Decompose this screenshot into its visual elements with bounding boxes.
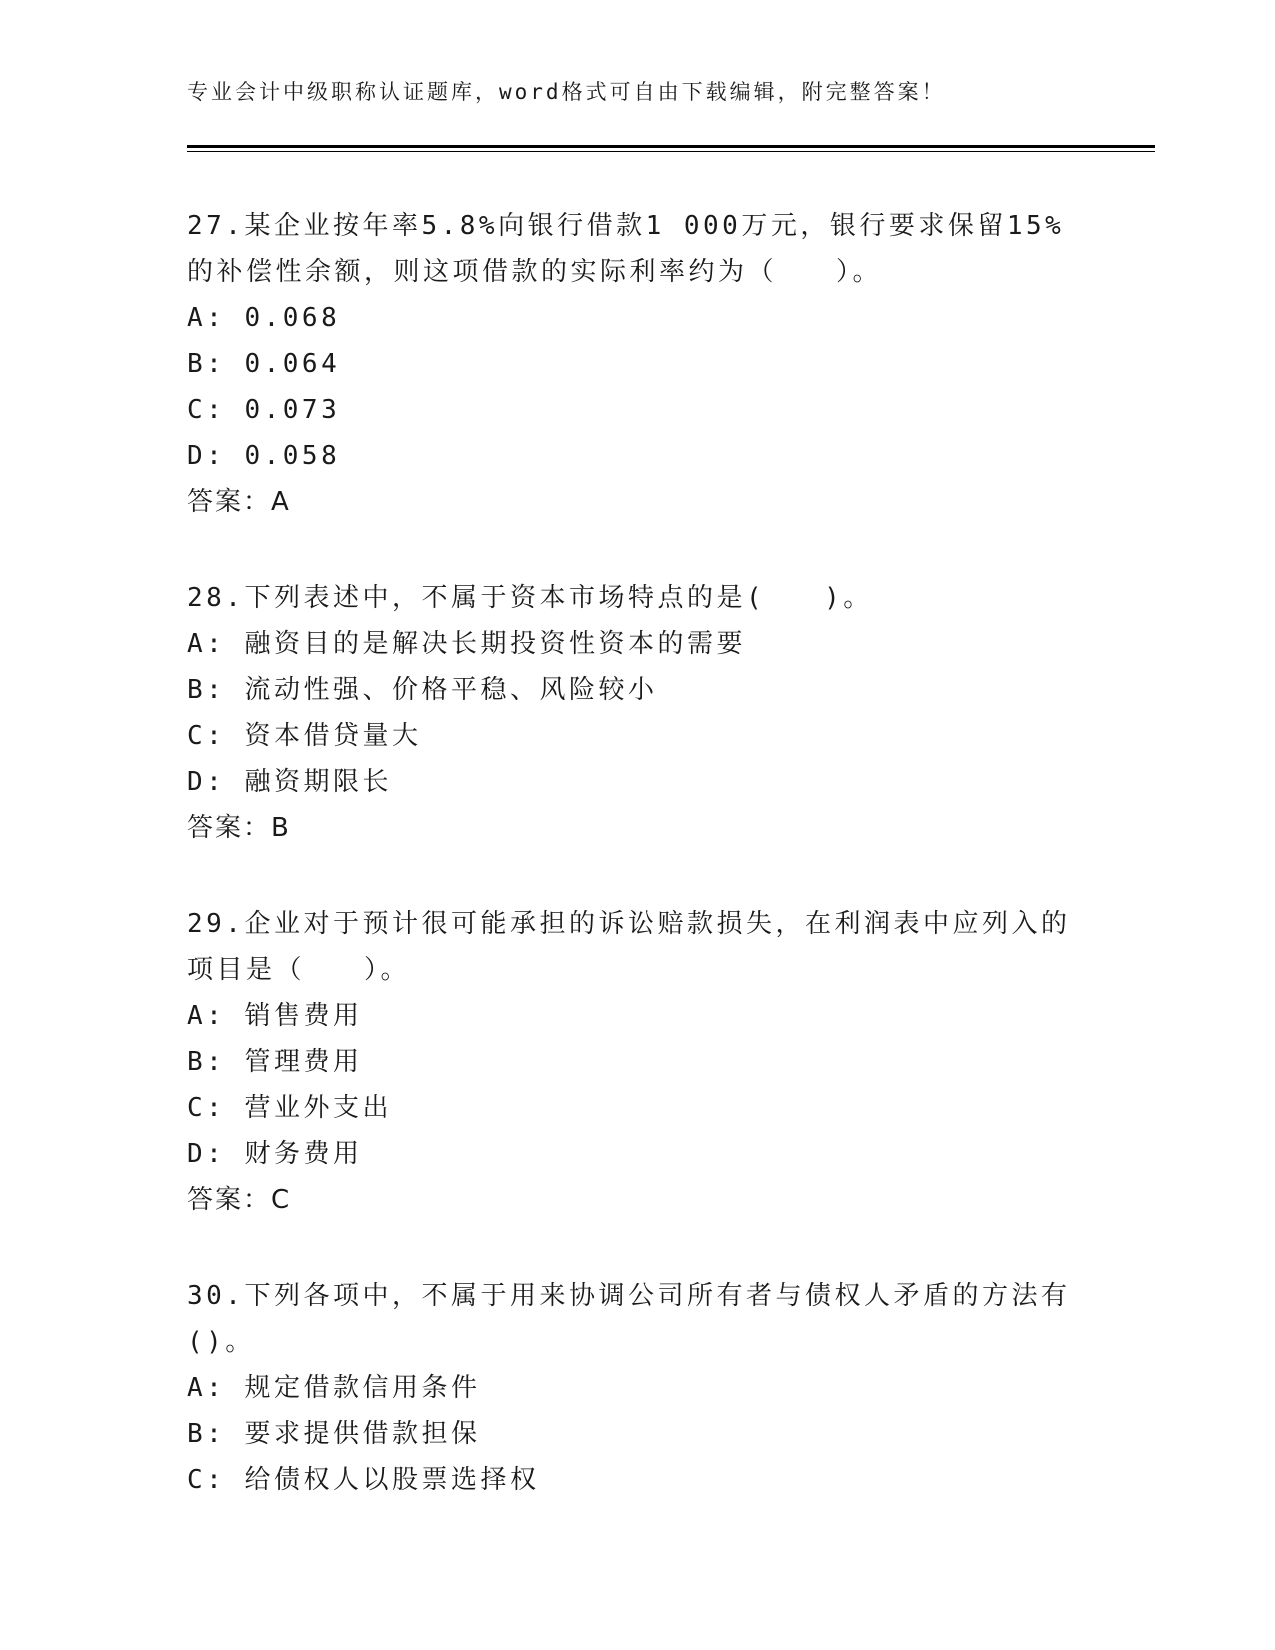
option-d: D: 融资期限长 [187, 767, 392, 797]
question-29 [187, 901, 1087, 1223]
question-stem: 28.下列表述中，不属于资本市场特点的是( )。 [187, 583, 873, 613]
answer: 答案：C [187, 1185, 292, 1215]
option-b: B: 要求提供借款担保 [187, 1419, 481, 1449]
option-d: D: 0.058 [187, 441, 341, 471]
question-stem: 29.企业对于预计很可能承担的诉讼赔款损失，在利润表中应列入的项目是（ ）。 [187, 909, 1071, 985]
question-list [187, 203, 1087, 1553]
header-rule-thick [187, 145, 1155, 148]
question-stem: 30.下列各项中，不属于用来协调公司所有者与债权人矛盾的方法有()。 [187, 1281, 1071, 1357]
option-c: C: 给债权人以股票选择权 [187, 1465, 540, 1495]
option-a: A: 0.068 [187, 303, 341, 333]
document-header: 专业会计中级职称认证题库，word格式可自由下载编辑，附完整答案！ [187, 80, 946, 104]
option-c: C: 营业外支出 [187, 1093, 392, 1123]
question-27 [187, 203, 1087, 525]
answer: 答案：A [187, 487, 291, 517]
option-c: C: 0.073 [187, 395, 341, 425]
option-b: B: 0.064 [187, 349, 341, 379]
question-stem: 27.某企业按年率5.8%向银行借款1 000万元，银行要求保留15%的补偿性余额，则这项借款的实际利率约为（ ）。 [187, 211, 1065, 287]
question-30 [187, 1273, 1087, 1503]
option-a: A: 融资目的是解决长期投资性资本的需要 [187, 629, 746, 659]
option-d: D: 财务费用 [187, 1139, 363, 1169]
header-rule-thin [187, 151, 1155, 152]
question-28 [187, 575, 1087, 851]
option-c: C: 资本借贷量大 [187, 721, 422, 751]
option-a: A: 销售费用 [187, 1001, 363, 1031]
option-a: A: 规定借款信用条件 [187, 1373, 481, 1403]
option-b: B: 管理费用 [187, 1047, 363, 1077]
option-b: B: 流动性强、价格平稳、风险较小 [187, 675, 658, 705]
answer: 答案：B [187, 813, 291, 843]
